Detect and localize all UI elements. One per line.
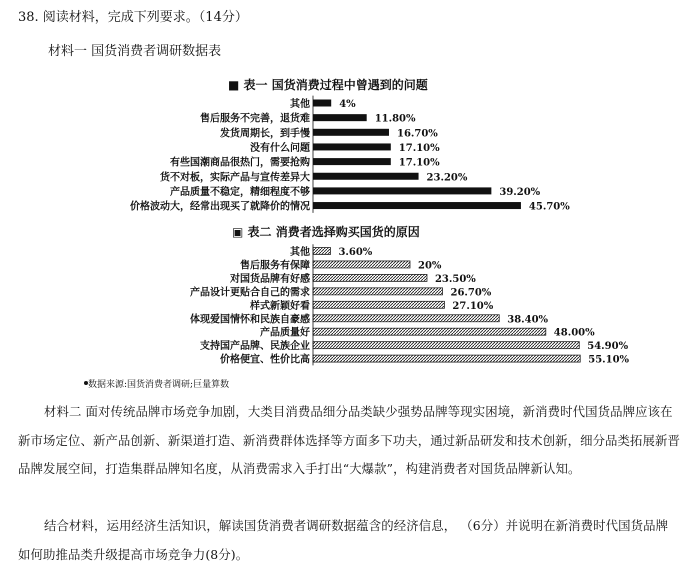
chart2-value-label: 54.90%	[587, 341, 629, 353]
chart2-category-label: 售后服务有保障	[240, 260, 310, 272]
chart1-category-label: 货不对板，实际产品与宣传差异大	[160, 172, 310, 184]
chart1-bar	[313, 187, 491, 194]
chart2-category-label: 样式新颖好看	[250, 300, 310, 312]
chart1-bar	[313, 143, 391, 150]
task-paragraph	[18, 512, 680, 569]
chart2-value-label: 55.10%	[588, 354, 630, 366]
chart2-bar	[313, 288, 442, 295]
chart1-bar	[313, 100, 331, 107]
chart1-value-label: 17.10%	[398, 142, 440, 154]
chart1-value-label: 17.10%	[398, 157, 440, 169]
chart1-title: ■ 表一 国货消费过程中曾遇到的问题	[228, 78, 428, 92]
chart1-category-label: 其他	[290, 99, 310, 110]
chart2-bar	[313, 248, 330, 255]
question-header: 38. 阅读材料，完成下列要求。（14分）	[18, 10, 248, 25]
chart2-bar	[313, 261, 410, 268]
chart2-bar	[313, 328, 546, 335]
chart2-category-label: 对国货品牌有好感	[230, 273, 310, 285]
chart1-value-label: 16.70%	[396, 128, 438, 140]
chart2-bar	[313, 355, 580, 362]
chart1-value-label: 39.20%	[499, 186, 541, 198]
chart2-category-label: 价格便宜、性价比高	[220, 354, 310, 366]
chart2-bar	[313, 274, 427, 281]
chart2-value-label: 20%	[418, 260, 442, 272]
chart1-bar	[313, 173, 419, 180]
chart2-category-label: 体现爱国情怀和民族自豪感	[190, 314, 310, 326]
material2-text: 材料二 面对传统品牌市场竞争加剧，大类目消费品细分品类缺少强势品牌等现实困境，新消费时代国货品牌应该在新市场定位、新产品创新、新渠道打造、新消费群体选择等方面多下功夫，通过新品研发和技术创新，细分品类拓展新晋品牌发展空间，打造集群品牌知名度，从消费需求入手打出“大爆款”，构建消费者对国货品牌新认知。	[18, 404, 681, 476]
task-text: 结合材料，运用经济生活知识，解读国货消费者调研数据蕴含的经济信息， （6分）并说明在新消费时代国货品牌如何助推品类升级提高市场竞争力(8分)。	[18, 518, 669, 562]
chart1-bar	[313, 129, 389, 136]
chart2-bar	[313, 342, 579, 349]
chart2-value-label: 38.40%	[507, 314, 549, 326]
chart1-category-label: 价格波动大，经常出现买了就降价的情况	[130, 201, 310, 213]
chart2-category-label: 产品设计更贴合自己的需求	[190, 287, 310, 299]
chart2-value-label: 3.60%	[338, 247, 373, 258]
material2-paragraph	[18, 398, 680, 484]
chart1-value-label: 11.80%	[374, 113, 416, 125]
chart1-bar	[313, 202, 521, 209]
chart1-value-label: 45.70%	[528, 201, 570, 213]
chart2-bar	[313, 301, 444, 308]
chart2-value-label: 26.70%	[450, 287, 492, 299]
chart2-bar	[313, 315, 499, 322]
chart1-value-label: 4%	[339, 99, 356, 110]
material1-title: 材料一 国货消费者调研数据表	[48, 44, 222, 59]
chart2-title: ▣ 表二 消费者选择购买国货的原因	[232, 225, 420, 239]
chart2-value-label: 48.00%	[553, 327, 595, 339]
bullet-icon	[84, 381, 88, 385]
chart1-category-label: 产品质量不稳定，精细程度不够	[170, 186, 310, 198]
chart1-category-label: 有些国潮商品很热门，需要抢购	[170, 157, 310, 169]
chart1-value-label: 23.20%	[426, 172, 468, 184]
chart1-category-label: 售后服务不完善，退货难	[200, 113, 310, 125]
chart1-bar	[313, 158, 391, 165]
chart1-category-label: 发货周期长，到手慢	[220, 128, 310, 140]
chart2-value-label: 27.10%	[452, 300, 494, 312]
chart2-value-label: 23.50%	[434, 273, 476, 285]
chart2-category-label: 产品质量好	[260, 327, 310, 339]
chart1-bar	[313, 114, 367, 121]
source-note-text: 数据来源:国货消费者调研;巨量算数	[88, 380, 230, 390]
chart1-category-label: 没有什么问题	[250, 142, 310, 154]
chart2-category-label: 支持国产品牌、民族企业	[200, 341, 310, 353]
chart2-category-label: 其他	[290, 247, 310, 258]
source-note	[88, 377, 229, 390]
